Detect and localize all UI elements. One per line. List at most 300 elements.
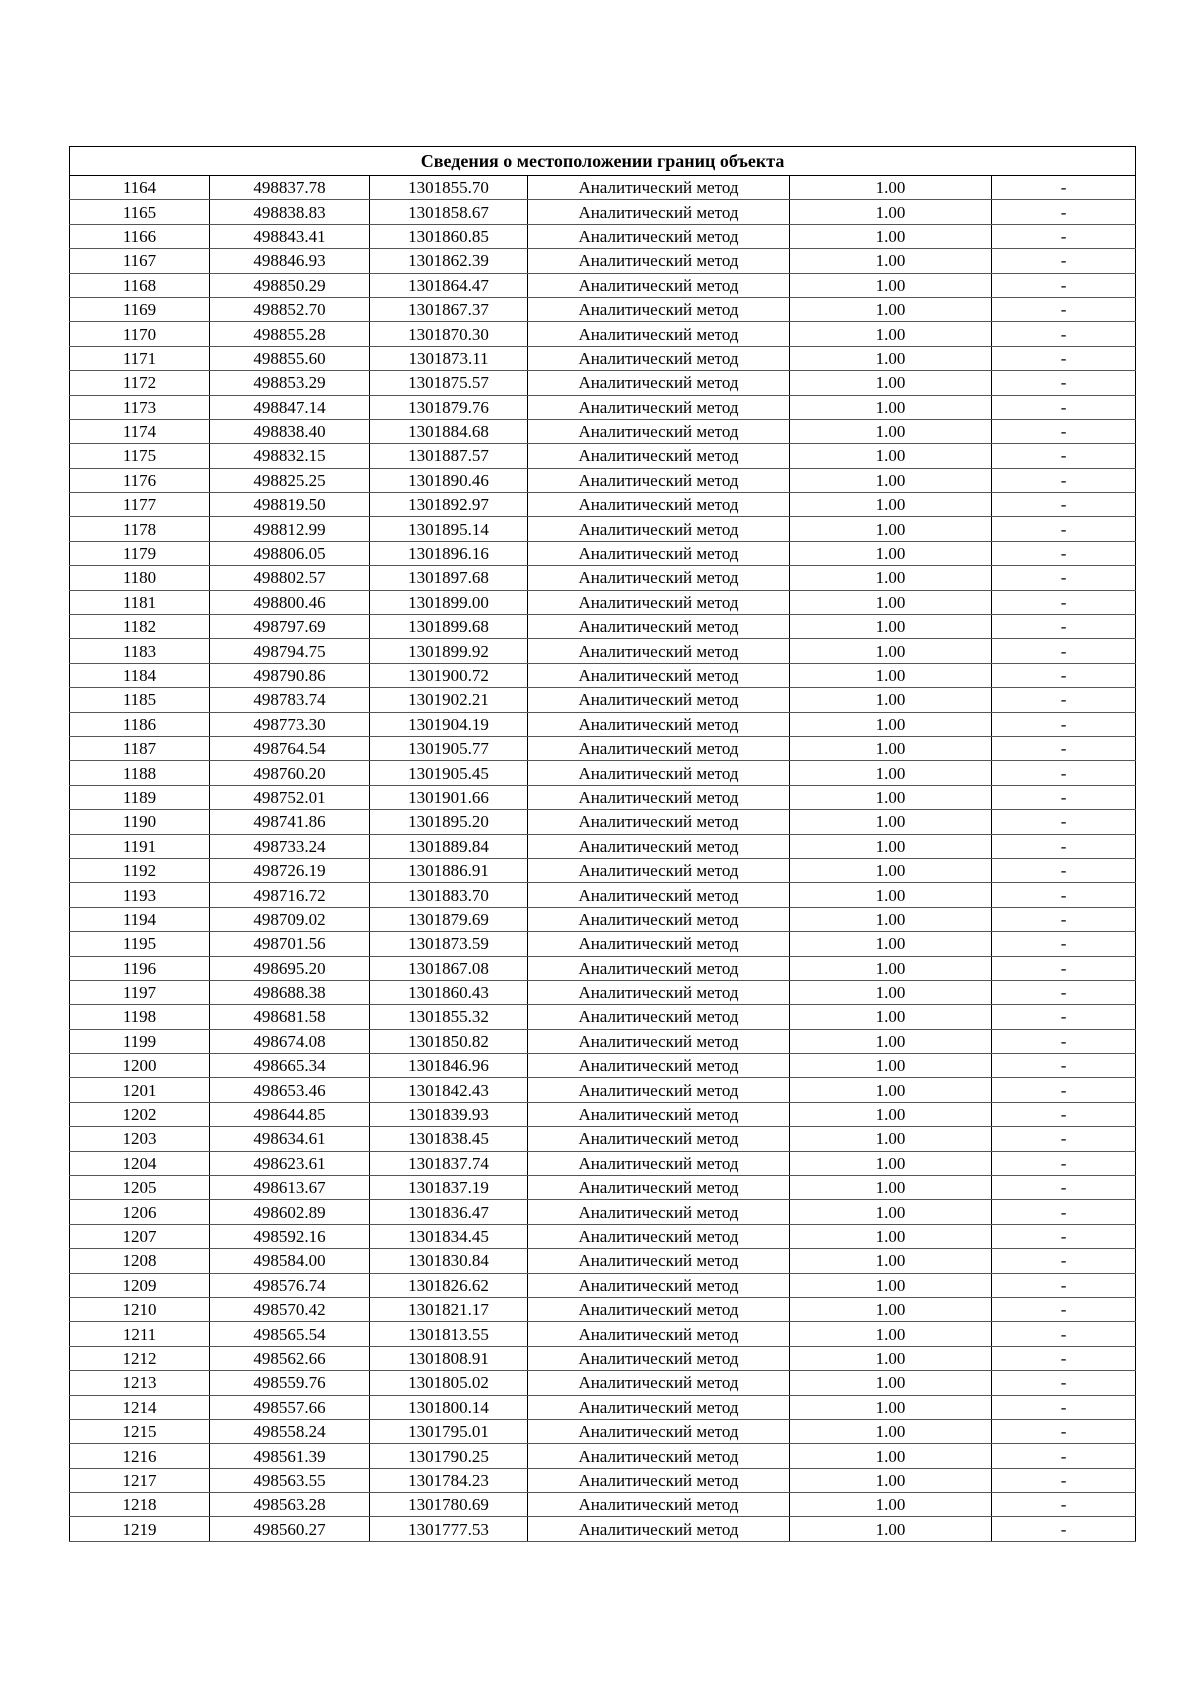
- description-cell: -: [992, 810, 1136, 834]
- x-coordinate-cell: 498825.25: [210, 468, 370, 492]
- x-coordinate-cell: 498819.50: [210, 493, 370, 517]
- precision-cell: 1.00: [790, 224, 992, 248]
- precision-cell: 1.00: [790, 1371, 992, 1395]
- table-row: [70, 1395, 1136, 1419]
- point-number-cell: 1183: [70, 639, 210, 663]
- y-coordinate-cell: 1301830.84: [370, 1249, 528, 1273]
- description-cell: -: [992, 444, 1136, 468]
- y-coordinate-cell: 1301834.45: [370, 1224, 528, 1248]
- y-coordinate-cell: 1301790.25: [370, 1444, 528, 1468]
- precision-cell: 1.00: [790, 176, 992, 200]
- method-cell: Аналитический метод: [528, 200, 790, 224]
- method-cell: Аналитический метод: [528, 956, 790, 980]
- table-title: Сведения о местоположении границ объекта: [70, 147, 1136, 176]
- precision-cell: 1.00: [790, 419, 992, 443]
- point-number-cell: 1164: [70, 176, 210, 200]
- point-number-cell: 1216: [70, 1444, 210, 1468]
- description-cell: -: [992, 1102, 1136, 1126]
- table-row: [70, 1078, 1136, 1102]
- y-coordinate-cell: 1301837.74: [370, 1151, 528, 1175]
- method-cell: Аналитический метод: [528, 834, 790, 858]
- description-cell: -: [992, 1224, 1136, 1248]
- precision-cell: 1.00: [790, 615, 992, 639]
- table-body: [70, 176, 1136, 1542]
- table-row: [70, 932, 1136, 956]
- description-cell: -: [992, 615, 1136, 639]
- precision-cell: 1.00: [790, 1005, 992, 1029]
- method-cell: Аналитический метод: [528, 346, 790, 370]
- y-coordinate-cell: 1301855.32: [370, 1005, 528, 1029]
- precision-cell: 1.00: [790, 980, 992, 1004]
- description-cell: -: [992, 590, 1136, 614]
- method-cell: Аналитический метод: [528, 1346, 790, 1370]
- method-cell: Аналитический метод: [528, 297, 790, 321]
- precision-cell: 1.00: [790, 1176, 992, 1200]
- description-cell: -: [992, 1419, 1136, 1443]
- table-row: [70, 590, 1136, 614]
- method-cell: Аналитический метод: [528, 1493, 790, 1517]
- y-coordinate-cell: 1301864.47: [370, 273, 528, 297]
- y-coordinate-cell: 1301873.59: [370, 932, 528, 956]
- x-coordinate-cell: 498560.27: [210, 1517, 370, 1541]
- method-cell: Аналитический метод: [528, 712, 790, 736]
- y-coordinate-cell: 1301837.19: [370, 1176, 528, 1200]
- description-cell: -: [992, 566, 1136, 590]
- table-row: [70, 1444, 1136, 1468]
- description-cell: -: [992, 224, 1136, 248]
- precision-cell: 1.00: [790, 932, 992, 956]
- table-row: [70, 1054, 1136, 1078]
- x-coordinate-cell: 498752.01: [210, 785, 370, 809]
- point-number-cell: 1197: [70, 980, 210, 1004]
- method-cell: Аналитический метод: [528, 932, 790, 956]
- point-number-cell: 1190: [70, 810, 210, 834]
- x-coordinate-cell: 498812.99: [210, 517, 370, 541]
- point-number-cell: 1212: [70, 1346, 210, 1370]
- table-row: [70, 346, 1136, 370]
- point-number-cell: 1206: [70, 1200, 210, 1224]
- description-cell: -: [992, 541, 1136, 565]
- y-coordinate-cell: 1301870.30: [370, 322, 528, 346]
- table-row: [70, 736, 1136, 760]
- precision-cell: 1.00: [790, 1102, 992, 1126]
- y-coordinate-cell: 1301860.85: [370, 224, 528, 248]
- x-coordinate-cell: 498802.57: [210, 566, 370, 590]
- x-coordinate-cell: 498847.14: [210, 395, 370, 419]
- x-coordinate-cell: 498853.29: [210, 371, 370, 395]
- description-cell: -: [992, 1297, 1136, 1321]
- x-coordinate-cell: 498837.78: [210, 176, 370, 200]
- x-coordinate-cell: 498674.08: [210, 1029, 370, 1053]
- x-coordinate-cell: 498855.28: [210, 322, 370, 346]
- precision-cell: 1.00: [790, 761, 992, 785]
- table-row: [70, 1371, 1136, 1395]
- x-coordinate-cell: 498613.67: [210, 1176, 370, 1200]
- table-row: [70, 176, 1136, 200]
- table-row: [70, 1346, 1136, 1370]
- precision-cell: 1.00: [790, 493, 992, 517]
- y-coordinate-cell: 1301846.96: [370, 1054, 528, 1078]
- method-cell: Аналитический метод: [528, 1078, 790, 1102]
- y-coordinate-cell: 1301836.47: [370, 1200, 528, 1224]
- y-coordinate-cell: 1301901.66: [370, 785, 528, 809]
- description-cell: -: [992, 1322, 1136, 1346]
- table-row: [70, 224, 1136, 248]
- precision-cell: 1.00: [790, 200, 992, 224]
- description-cell: -: [992, 1517, 1136, 1541]
- x-coordinate-cell: 498688.38: [210, 980, 370, 1004]
- point-number-cell: 1171: [70, 346, 210, 370]
- y-coordinate-cell: 1301858.67: [370, 200, 528, 224]
- method-cell: Аналитический метод: [528, 1151, 790, 1175]
- method-cell: Аналитический метод: [528, 1224, 790, 1248]
- precision-cell: 1.00: [790, 1517, 992, 1541]
- method-cell: Аналитический метод: [528, 1444, 790, 1468]
- precision-cell: 1.00: [790, 1395, 992, 1419]
- x-coordinate-cell: 498558.24: [210, 1419, 370, 1443]
- method-cell: Аналитический метод: [528, 493, 790, 517]
- description-cell: -: [992, 1371, 1136, 1395]
- description-cell: -: [992, 322, 1136, 346]
- y-coordinate-cell: 1301895.14: [370, 517, 528, 541]
- description-cell: -: [992, 1249, 1136, 1273]
- precision-cell: 1.00: [790, 273, 992, 297]
- table-row: [70, 371, 1136, 395]
- x-coordinate-cell: 498764.54: [210, 736, 370, 760]
- point-number-cell: 1185: [70, 688, 210, 712]
- description-cell: -: [992, 419, 1136, 443]
- table-row: [70, 1176, 1136, 1200]
- description-cell: -: [992, 663, 1136, 687]
- table-row: [70, 444, 1136, 468]
- x-coordinate-cell: 498681.58: [210, 1005, 370, 1029]
- description-cell: -: [992, 688, 1136, 712]
- method-cell: Аналитический метод: [528, 907, 790, 931]
- precision-cell: 1.00: [790, 907, 992, 931]
- description-cell: -: [992, 858, 1136, 882]
- x-coordinate-cell: 498562.66: [210, 1346, 370, 1370]
- y-coordinate-cell: 1301795.01: [370, 1419, 528, 1443]
- point-number-cell: 1172: [70, 371, 210, 395]
- table-row: [70, 688, 1136, 712]
- method-cell: Аналитический метод: [528, 615, 790, 639]
- y-coordinate-cell: 1301884.68: [370, 419, 528, 443]
- table-row: [70, 468, 1136, 492]
- description-cell: -: [992, 1444, 1136, 1468]
- x-coordinate-cell: 498563.55: [210, 1468, 370, 1492]
- precision-cell: 1.00: [790, 810, 992, 834]
- x-coordinate-cell: 498653.46: [210, 1078, 370, 1102]
- y-coordinate-cell: 1301873.11: [370, 346, 528, 370]
- point-number-cell: 1168: [70, 273, 210, 297]
- y-coordinate-cell: 1301905.45: [370, 761, 528, 785]
- method-cell: Аналитический метод: [528, 1127, 790, 1151]
- method-cell: Аналитический метод: [528, 566, 790, 590]
- y-coordinate-cell: 1301875.57: [370, 371, 528, 395]
- x-coordinate-cell: 498559.76: [210, 1371, 370, 1395]
- x-coordinate-cell: 498838.83: [210, 200, 370, 224]
- point-number-cell: 1166: [70, 224, 210, 248]
- x-coordinate-cell: 498852.70: [210, 297, 370, 321]
- x-coordinate-cell: 498709.02: [210, 907, 370, 931]
- table-row: [70, 493, 1136, 517]
- precision-cell: 1.00: [790, 956, 992, 980]
- y-coordinate-cell: 1301805.02: [370, 1371, 528, 1395]
- description-cell: -: [992, 761, 1136, 785]
- table-row: [70, 834, 1136, 858]
- precision-cell: 1.00: [790, 1419, 992, 1443]
- point-number-cell: 1203: [70, 1127, 210, 1151]
- precision-cell: 1.00: [790, 1200, 992, 1224]
- x-coordinate-cell: 498563.28: [210, 1493, 370, 1517]
- table-row: [70, 1517, 1136, 1541]
- table-row: [70, 639, 1136, 663]
- method-cell: Аналитический метод: [528, 858, 790, 882]
- y-coordinate-cell: 1301780.69: [370, 1493, 528, 1517]
- method-cell: Аналитический метод: [528, 590, 790, 614]
- x-coordinate-cell: 498843.41: [210, 224, 370, 248]
- precision-cell: 1.00: [790, 395, 992, 419]
- method-cell: Аналитический метод: [528, 1029, 790, 1053]
- point-number-cell: 1178: [70, 517, 210, 541]
- y-coordinate-cell: 1301855.70: [370, 176, 528, 200]
- table-row: [70, 419, 1136, 443]
- x-coordinate-cell: 498806.05: [210, 541, 370, 565]
- x-coordinate-cell: 498576.74: [210, 1273, 370, 1297]
- y-coordinate-cell: 1301886.91: [370, 858, 528, 882]
- description-cell: -: [992, 1176, 1136, 1200]
- point-number-cell: 1209: [70, 1273, 210, 1297]
- x-coordinate-cell: 498695.20: [210, 956, 370, 980]
- description-cell: -: [992, 176, 1136, 200]
- description-cell: -: [992, 1468, 1136, 1492]
- precision-cell: 1.00: [790, 1054, 992, 1078]
- x-coordinate-cell: 498584.00: [210, 1249, 370, 1273]
- point-number-cell: 1180: [70, 566, 210, 590]
- method-cell: Аналитический метод: [528, 1005, 790, 1029]
- point-number-cell: 1187: [70, 736, 210, 760]
- table-row: [70, 883, 1136, 907]
- table-row: [70, 1249, 1136, 1273]
- precision-cell: 1.00: [790, 1249, 992, 1273]
- description-cell: -: [992, 468, 1136, 492]
- point-number-cell: 1174: [70, 419, 210, 443]
- y-coordinate-cell: 1301850.82: [370, 1029, 528, 1053]
- point-number-cell: 1173: [70, 395, 210, 419]
- table-row: [70, 956, 1136, 980]
- method-cell: Аналитический метод: [528, 810, 790, 834]
- point-number-cell: 1213: [70, 1371, 210, 1395]
- method-cell: Аналитический метод: [528, 1322, 790, 1346]
- table-row: [70, 712, 1136, 736]
- y-coordinate-cell: 1301899.92: [370, 639, 528, 663]
- point-number-cell: 1193: [70, 883, 210, 907]
- method-cell: Аналитический метод: [528, 761, 790, 785]
- precision-cell: 1.00: [790, 1273, 992, 1297]
- method-cell: Аналитический метод: [528, 1371, 790, 1395]
- description-cell: -: [992, 1395, 1136, 1419]
- precision-cell: 1.00: [790, 322, 992, 346]
- table-row: [70, 1029, 1136, 1053]
- description-cell: -: [992, 1005, 1136, 1029]
- precision-cell: 1.00: [790, 444, 992, 468]
- table-row: [70, 1419, 1136, 1443]
- point-number-cell: 1194: [70, 907, 210, 931]
- precision-cell: 1.00: [790, 1444, 992, 1468]
- description-cell: -: [992, 883, 1136, 907]
- y-coordinate-cell: 1301879.69: [370, 907, 528, 931]
- method-cell: Аналитический метод: [528, 322, 790, 346]
- method-cell: Аналитический метод: [528, 371, 790, 395]
- y-coordinate-cell: 1301777.53: [370, 1517, 528, 1541]
- precision-cell: 1.00: [790, 639, 992, 663]
- table-row: [70, 1127, 1136, 1151]
- point-number-cell: 1181: [70, 590, 210, 614]
- x-coordinate-cell: 498716.72: [210, 883, 370, 907]
- point-number-cell: 1217: [70, 1468, 210, 1492]
- precision-cell: 1.00: [790, 1346, 992, 1370]
- point-number-cell: 1201: [70, 1078, 210, 1102]
- precision-cell: 1.00: [790, 541, 992, 565]
- precision-cell: 1.00: [790, 663, 992, 687]
- x-coordinate-cell: 498760.20: [210, 761, 370, 785]
- y-coordinate-cell: 1301879.76: [370, 395, 528, 419]
- method-cell: Аналитический метод: [528, 883, 790, 907]
- y-coordinate-cell: 1301808.91: [370, 1346, 528, 1370]
- point-number-cell: 1192: [70, 858, 210, 882]
- y-coordinate-cell: 1301904.19: [370, 712, 528, 736]
- table-row: [70, 566, 1136, 590]
- point-number-cell: 1219: [70, 1517, 210, 1541]
- method-cell: Аналитический метод: [528, 639, 790, 663]
- y-coordinate-cell: 1301887.57: [370, 444, 528, 468]
- point-number-cell: 1196: [70, 956, 210, 980]
- table-row: [70, 517, 1136, 541]
- table-row: [70, 273, 1136, 297]
- point-number-cell: 1198: [70, 1005, 210, 1029]
- precision-cell: 1.00: [790, 249, 992, 273]
- y-coordinate-cell: 1301821.17: [370, 1297, 528, 1321]
- precision-cell: 1.00: [790, 590, 992, 614]
- precision-cell: 1.00: [790, 883, 992, 907]
- description-cell: -: [992, 712, 1136, 736]
- table-row: [70, 395, 1136, 419]
- point-number-cell: 1170: [70, 322, 210, 346]
- y-coordinate-cell: 1301899.68: [370, 615, 528, 639]
- method-cell: Аналитический метод: [528, 273, 790, 297]
- x-coordinate-cell: 498701.56: [210, 932, 370, 956]
- table-row: [70, 200, 1136, 224]
- table-row: [70, 761, 1136, 785]
- method-cell: Аналитический метод: [528, 395, 790, 419]
- description-cell: -: [992, 956, 1136, 980]
- table-row: [70, 810, 1136, 834]
- precision-cell: 1.00: [790, 834, 992, 858]
- table-row: [70, 615, 1136, 639]
- description-cell: -: [992, 1151, 1136, 1175]
- point-number-cell: 1191: [70, 834, 210, 858]
- point-number-cell: 1189: [70, 785, 210, 809]
- point-number-cell: 1175: [70, 444, 210, 468]
- y-coordinate-cell: 1301784.23: [370, 1468, 528, 1492]
- point-number-cell: 1184: [70, 663, 210, 687]
- x-coordinate-cell: 498623.61: [210, 1151, 370, 1175]
- precision-cell: 1.00: [790, 785, 992, 809]
- x-coordinate-cell: 498773.30: [210, 712, 370, 736]
- precision-cell: 1.00: [790, 297, 992, 321]
- description-cell: -: [992, 834, 1136, 858]
- x-coordinate-cell: 498665.34: [210, 1054, 370, 1078]
- y-coordinate-cell: 1301899.00: [370, 590, 528, 614]
- description-cell: -: [992, 200, 1136, 224]
- point-number-cell: 1211: [70, 1322, 210, 1346]
- point-number-cell: 1199: [70, 1029, 210, 1053]
- point-number-cell: 1214: [70, 1395, 210, 1419]
- point-number-cell: 1218: [70, 1493, 210, 1517]
- y-coordinate-cell: 1301892.97: [370, 493, 528, 517]
- table-row: [70, 663, 1136, 687]
- description-cell: -: [992, 249, 1136, 273]
- x-coordinate-cell: 498602.89: [210, 1200, 370, 1224]
- table-row: [70, 1322, 1136, 1346]
- x-coordinate-cell: 498726.19: [210, 858, 370, 882]
- y-coordinate-cell: 1301900.72: [370, 663, 528, 687]
- description-cell: -: [992, 297, 1136, 321]
- precision-cell: 1.00: [790, 517, 992, 541]
- precision-cell: 1.00: [790, 566, 992, 590]
- boundary-coordinates-table: [69, 146, 1136, 1542]
- method-cell: Аналитический метод: [528, 444, 790, 468]
- x-coordinate-cell: 498783.74: [210, 688, 370, 712]
- point-number-cell: 1205: [70, 1176, 210, 1200]
- point-number-cell: 1169: [70, 297, 210, 321]
- precision-cell: 1.00: [790, 858, 992, 882]
- method-cell: Аналитический метод: [528, 1200, 790, 1224]
- x-coordinate-cell: 498832.15: [210, 444, 370, 468]
- method-cell: Аналитический метод: [528, 468, 790, 492]
- method-cell: Аналитический метод: [528, 1395, 790, 1419]
- method-cell: Аналитический метод: [528, 1102, 790, 1126]
- y-coordinate-cell: 1301905.77: [370, 736, 528, 760]
- method-cell: Аналитический метод: [528, 1517, 790, 1541]
- point-number-cell: 1204: [70, 1151, 210, 1175]
- point-number-cell: 1188: [70, 761, 210, 785]
- y-coordinate-cell: 1301839.93: [370, 1102, 528, 1126]
- point-number-cell: 1186: [70, 712, 210, 736]
- x-coordinate-cell: 498557.66: [210, 1395, 370, 1419]
- description-cell: -: [992, 1273, 1136, 1297]
- table-row: [70, 1102, 1136, 1126]
- description-cell: -: [992, 1127, 1136, 1151]
- precision-cell: 1.00: [790, 712, 992, 736]
- table-row: [70, 1273, 1136, 1297]
- method-cell: Аналитический метод: [528, 688, 790, 712]
- y-coordinate-cell: 1301883.70: [370, 883, 528, 907]
- table-row: [70, 907, 1136, 931]
- y-coordinate-cell: 1301889.84: [370, 834, 528, 858]
- method-cell: Аналитический метод: [528, 1468, 790, 1492]
- method-cell: Аналитический метод: [528, 517, 790, 541]
- precision-cell: 1.00: [790, 1127, 992, 1151]
- table-row: [70, 249, 1136, 273]
- point-number-cell: 1215: [70, 1419, 210, 1443]
- description-cell: -: [992, 1054, 1136, 1078]
- precision-cell: 1.00: [790, 1224, 992, 1248]
- method-cell: Аналитический метод: [528, 224, 790, 248]
- table-row: [70, 1468, 1136, 1492]
- x-coordinate-cell: 498855.60: [210, 346, 370, 370]
- description-cell: -: [992, 1346, 1136, 1370]
